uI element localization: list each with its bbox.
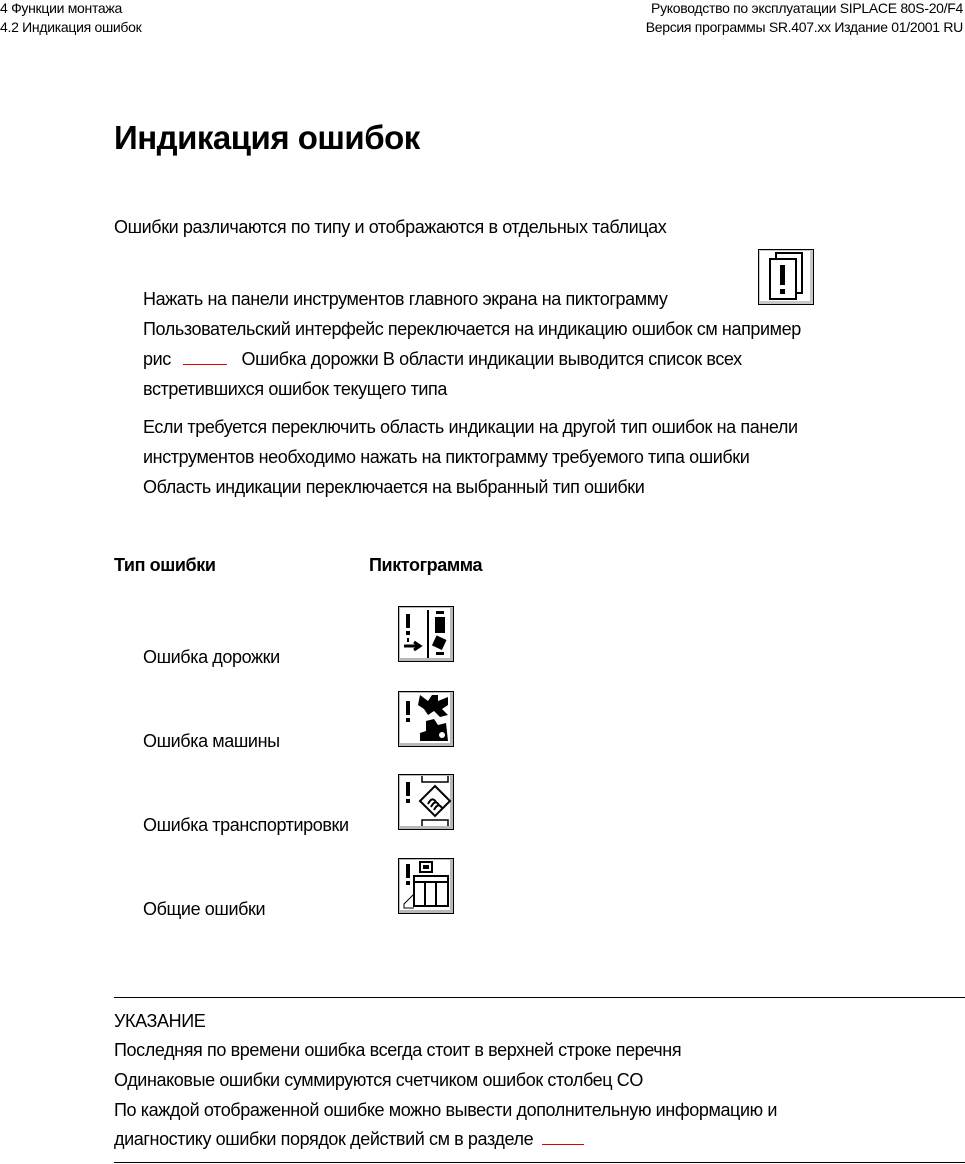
step-2a: Пользовательский интерфейс переключается на индикацию ошибок см например bbox=[143, 319, 801, 339]
note-bottom-rule bbox=[114, 1162, 965, 1163]
figure-reference-link[interactable] bbox=[183, 352, 227, 365]
error-display-icon[interactable] bbox=[758, 249, 814, 305]
note-heading: УКАЗАНИЕ bbox=[114, 1011, 206, 1031]
row-label-general: Общие ошибки bbox=[143, 899, 266, 919]
note-line-4 bbox=[114, 1128, 584, 1150]
step-1 bbox=[143, 288, 668, 310]
header-chapter: 4 Функции монтажа bbox=[0, 0, 122, 16]
transport-error-icon[interactable] bbox=[398, 774, 454, 830]
note-line-2: Одинаковые ошибки суммируются счетчиком ошибок столбец CO bbox=[114, 1070, 643, 1090]
step-3b: инструментов необходимо нажать на пиктограмму требуемого типа ошибки bbox=[143, 447, 750, 467]
note-top-rule bbox=[114, 997, 965, 998]
step-2b-post: Ошибка дорожки В области индикации выводится список всех bbox=[241, 349, 742, 369]
header-manual: Руководство по эксплуатации SIPLACE 80S-20/F4 bbox=[651, 0, 963, 16]
section-reference-link[interactable] bbox=[542, 1132, 584, 1145]
step-3a: Если требуется переключить область индикации на другой тип ошибок на панели bbox=[143, 417, 798, 437]
step-2b-pre: рис bbox=[143, 349, 171, 369]
page-title: Индикация ошибок bbox=[114, 119, 420, 156]
note-line-4-text: диагностику ошибки порядок действий см в разделе bbox=[114, 1129, 534, 1149]
note-line-1: Последняя по времени ошибка всегда стоит в верхней строке перечня bbox=[114, 1040, 682, 1060]
header-section: 4.2 Индикация ошибок bbox=[0, 19, 142, 35]
header-version: Версия программы SR.407.xx Издание 01/2001 RU bbox=[645, 19, 963, 35]
column-header-icon: Пиктограмма bbox=[369, 555, 483, 575]
intro-text: Ошибки различаются по типу и отображаются в отдельных таблицах bbox=[114, 217, 667, 237]
step-3c: Область индикации переключается на выбранный тип ошибки bbox=[143, 477, 645, 497]
general-error-icon[interactable] bbox=[398, 858, 454, 914]
track-error-icon[interactable] bbox=[398, 606, 454, 662]
row-label-track: Ошибка дорожки bbox=[143, 647, 280, 667]
column-header-type: Тип ошибки bbox=[114, 555, 216, 575]
step-1-text: Нажать на панели инструментов главного экрана на пиктограмму bbox=[143, 289, 668, 309]
step-2b bbox=[143, 348, 742, 370]
row-label-machine: Ошибка машины bbox=[143, 731, 280, 751]
row-label-transport: Ошибка транспортировки bbox=[143, 815, 349, 835]
machine-error-icon[interactable] bbox=[398, 691, 454, 747]
note-line-3: По каждой отображенной ошибке можно вывести дополнительную информацию и bbox=[114, 1100, 777, 1120]
step-2c: встретившихся ошибок текущего типа bbox=[143, 379, 448, 399]
